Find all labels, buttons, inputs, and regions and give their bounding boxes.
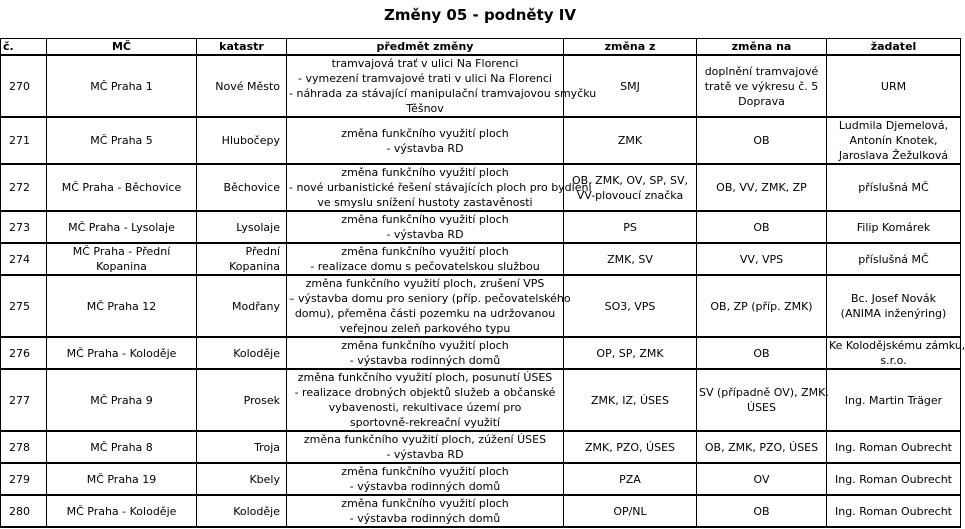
cell-zmena-z [564,211,697,243]
cell-zmena-na [697,369,827,431]
cell-line: - výstavba RD [386,228,464,241]
cell-line: Doprava [738,94,785,108]
cell-line: - realizace drobných objektů služeb a občanské [294,386,556,399]
table-row [1,117,961,164]
table-row [1,463,961,495]
cell-zadatel [827,243,961,275]
cell-zmena-z [564,243,697,275]
cell-line: - náhrada za stávající manipulační tramvajovou smyčku [289,87,597,100]
cell-zadatel [827,463,961,495]
cell-zmena-na [697,117,827,164]
cell-katastr: Přední Kopanina [197,243,287,275]
cell-line: - výstavba RD [386,141,464,155]
cell-katastr: Koloděje [197,495,287,527]
cell-line: změna funkčního využití ploch, posunutí ÚSES [297,371,553,384]
cell-mc: MČ Praha 1 [47,55,197,117]
cell-predmet [287,211,564,243]
cell-zmena-z [564,275,697,337]
cell-predmet [287,369,564,431]
cell-zmena-na [697,495,827,527]
cell-zmena-z [564,337,697,369]
cell-line: - realizace domu s pečovatelskou službou [310,260,540,273]
cell-zmena-z [564,463,697,495]
cell-zadatel [827,117,961,164]
cell-mc: MČ Praha 12 [47,275,197,337]
cell-cislo: 277 [1,369,47,431]
cell-zadatel [827,495,961,527]
table-row [1,495,961,527]
col-header-predmet: předmět změny [287,39,564,56]
col-header-mc: MČ [47,39,197,56]
header-row [1,39,961,56]
cell-cislo: 279 [1,463,47,495]
table-row [1,431,961,463]
cell-line: ZMK, PZO, ÚSES [584,440,676,454]
cell-katastr: Lysolaje [197,211,287,243]
cell-predmet [287,275,571,337]
cell-line: změna funkčního využití ploch, zrušení VPS [305,277,545,290]
cell-mc: MČ Praha - Přední Kopanina [47,243,197,275]
cell-line: URM [880,79,907,93]
cell-line: OB, ZMK, OV, SP, SV, [571,173,689,187]
cell-katastr: Nové Město [197,55,287,117]
cell-line: tramvajová trať v ulici Na Florenci [331,57,519,70]
cell-line: OB, VV, ZMK, ZP [716,181,807,194]
cell-line: OB [753,220,770,234]
cell-line: VV-plovoucí značka [576,188,684,202]
cell-line: VV, VPS [739,252,784,266]
cell-mc: MČ Praha - Lysolaje [47,211,197,243]
cell-cislo: 274 [1,243,47,275]
cell-predmet [287,431,564,463]
col-header-zadatel: žadatel [827,39,961,56]
cell-zmena-z [564,431,697,463]
cell-cislo: 276 [1,337,47,369]
cell-cislo: 275 [1,275,47,337]
cell-line: SO3, VPS [604,299,656,313]
table-row [1,337,961,369]
cell-zmena-na [697,243,827,275]
table-row [1,369,961,431]
cell-katastr: Modřany [197,275,287,337]
table-row [1,211,961,243]
cell-zmena-na [697,164,827,211]
cell-line: OP, SP, ZMK [596,346,664,360]
cell-line: ZMK, SV [607,252,653,266]
cell-line: - vymezení tramvajové trati v ulici Na Florenci [298,72,552,85]
cell-zmena-na [697,211,827,243]
cell-line: domu), přeměna části pozemku na udržovanou [294,307,556,320]
changes-table [0,38,965,528]
cell-line: změna funkčního využití ploch [341,497,509,510]
cell-katastr: Kbely [197,463,287,495]
cell-line: (ANIMA inženýring) [840,307,947,320]
cell-mc: MČ Praha - Běchovice [47,164,197,211]
cell-line: Ke Kolodějskému zámku, [829,339,965,352]
cell-line: PS [623,220,637,234]
cell-zmena-z [564,495,697,527]
cell-line: vybavenosti, rekultivace území pro [328,401,522,414]
cell-line: OB, ZMK, PZO, ÚSES [704,440,819,454]
cell-line: tratě ve výkresu č. 5 [704,79,819,93]
cell-zmena-na [697,463,827,495]
cell-mc: MČ Praha 19 [47,463,197,495]
cell-predmet [287,243,564,275]
cell-line: doplnění tramvajové [704,64,819,78]
cell-line: změna funkčního využití ploch [341,339,509,352]
cell-predmet [287,117,564,164]
cell-line: ZMK [617,134,643,147]
cell-mc: MČ Praha 5 [47,117,197,164]
cell-line: příslušná MČ [858,252,929,266]
cell-line: ve smyslu snížení hustoty zastavěnosti [317,196,533,209]
cell-line: SV (případně OV), ZMK, [699,386,829,399]
cell-cislo: 273 [1,211,47,243]
cell-predmet [287,495,564,527]
cell-line: změna funkčního využití ploch [341,166,509,179]
cell-line: - nové urbanistické řešení stávajících ploch pro bydlení [289,181,592,194]
cell-line: - výstavba RD [386,448,464,461]
cell-cislo: 271 [1,117,47,164]
cell-zmena-na [697,337,827,369]
cell-line: OB, ZP (příp. ZMK) [710,299,813,313]
table-row [1,55,961,117]
cell-line: – výstavba domu pro seniory (příp. pečovatelského [289,292,571,305]
cell-line: - výstavba rodinných domů [349,480,501,493]
cell-line: - výstavba rodinných domů [349,354,501,367]
cell-line: OB [753,504,770,518]
cell-zadatel [827,55,961,117]
cell-katastr: Koloděje [197,337,287,369]
cell-zmena-z [564,164,697,211]
page-title: Změny 05 - podněty IV [384,6,576,24]
cell-katastr: Troja [197,431,287,463]
cell-line: změna funkčního využití ploch [341,126,509,140]
cell-zmena-na [697,431,827,463]
cell-line: Těšnov [406,102,444,115]
cell-line: Ing. Roman Oubrecht [835,504,952,518]
cell-line: OB [753,134,770,147]
cell-line: OP/NL [613,504,647,518]
table-row [1,275,961,337]
cell-line: Ludmila Djemelová, [838,119,949,132]
cell-line: Antonín Knotek, [849,134,938,147]
cell-line: Bc. Josef Novák [850,292,936,305]
cell-zadatel [827,369,961,431]
cell-line: Ing. Martin Träger [844,393,943,407]
cell-predmet [287,463,564,495]
cell-zmena-z [564,55,697,117]
cell-zmena-na [697,55,827,117]
cell-mc: MČ Praha 8 [47,431,197,463]
table-row [1,243,961,275]
cell-line: změna funkčního využití ploch [341,213,509,226]
cell-zadatel [827,164,961,211]
col-header-cislo: č. [1,39,47,56]
cell-line: s.r.o. [880,354,907,367]
col-header-zmena-na: změna na [697,39,827,56]
cell-predmet [287,337,564,369]
cell-mc: MČ Praha 9 [47,369,197,431]
cell-line: příslušná MČ [858,181,929,194]
cell-katastr: Hlubočepy [197,117,287,164]
cell-zadatel [827,337,965,369]
cell-cislo: 272 [1,164,47,211]
cell-zmena-na [697,275,827,337]
cell-zadatel [827,275,961,337]
cell-line: PZA [619,472,641,486]
cell-line: - výstavba rodinných domů [349,512,501,525]
cell-zmena-z [564,369,697,431]
cell-line: Ing. Roman Oubrecht [835,440,952,454]
cell-line: ZMK, IZ, ÚSES [591,393,669,407]
cell-cislo: 270 [1,55,47,117]
cell-predmet [287,164,592,211]
cell-line: změna funkčního využití ploch, zúžení ÚSES [303,433,547,446]
cell-line: veřejnou zeleň parkového typu [339,322,511,335]
cell-katastr: Běchovice [197,164,287,211]
cell-zmena-z [564,117,697,164]
cell-mc: MČ Praha - Koloděje [47,337,197,369]
cell-line: Filip Komárek [856,220,931,234]
cell-mc: MČ Praha - Koloděje [47,495,197,527]
cell-line: OV [753,472,770,486]
cell-zadatel [827,211,961,243]
cell-predmet [287,55,597,117]
cell-line: Ing. Roman Oubrecht [835,472,952,486]
cell-cislo: 278 [1,431,47,463]
col-header-zmena-z: změna z [564,39,697,56]
col-header-katastr: katastr [197,39,287,56]
cell-line: ÚSES [747,401,776,414]
table-row [1,164,961,211]
cell-line: SMJ [620,79,640,93]
cell-line: OB [753,346,770,360]
cell-zadatel [827,431,961,463]
cell-line: změna funkčního využití ploch [341,465,509,478]
cell-line: sportovně-rekreační využití [349,416,501,429]
cell-line: změna funkčního využití ploch [341,245,509,258]
cell-line: Jaroslava Žežulková [838,149,949,162]
cell-cislo: 280 [1,495,47,527]
cell-katastr: Prosek [197,369,287,431]
